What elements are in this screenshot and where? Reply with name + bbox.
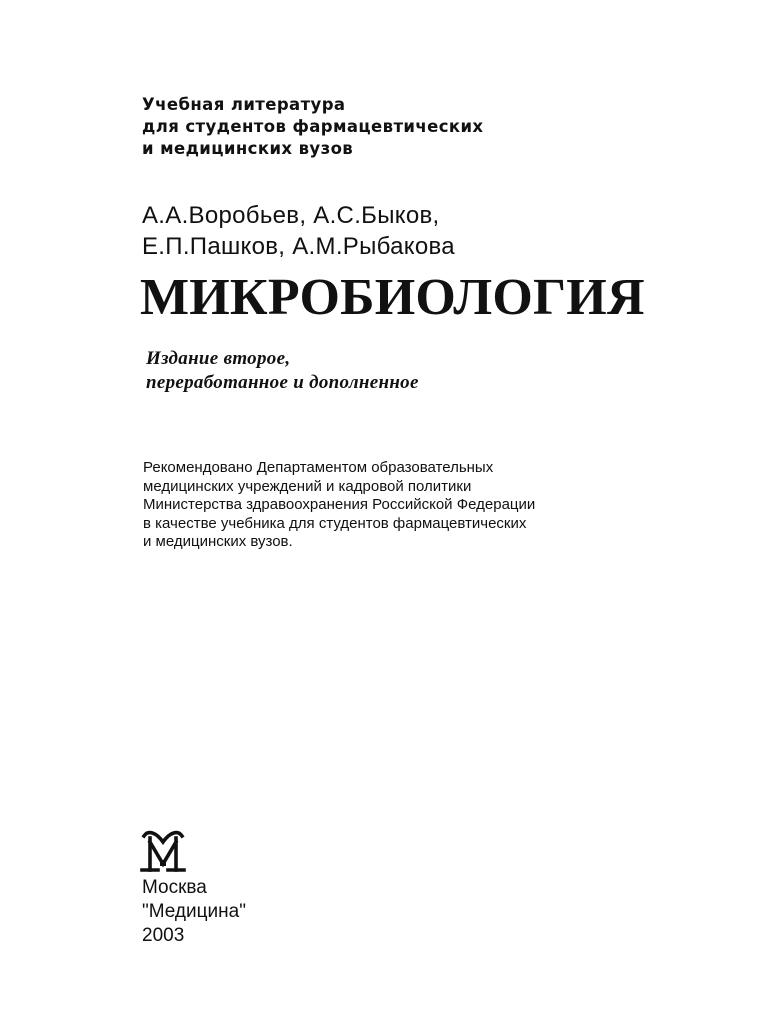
series-line: и медицинских вузов xyxy=(142,139,354,158)
publisher-city: Москва xyxy=(142,877,207,898)
edition-line: Издание второе, xyxy=(146,348,291,369)
publisher-info xyxy=(142,876,246,948)
recommendation-line: и медицинских вузов. xyxy=(143,533,293,550)
series-note xyxy=(142,94,483,160)
series-line: Учебная литература xyxy=(142,95,346,114)
authors-line: Е.П.Пашков, А.М.Рыбакова xyxy=(142,233,455,260)
recommendation-line: медицинских учреждений и кадровой политики xyxy=(143,477,472,495)
publisher-logo-icon xyxy=(138,828,188,876)
recommendation-line: в качестве учебника для студентов фармацевтических xyxy=(143,514,527,532)
recommendation-text xyxy=(143,459,535,552)
recommendation-line: Министерства здравоохранения Российской Федерации xyxy=(143,496,536,513)
series-line: для студентов фармацевтических xyxy=(142,117,484,136)
authors-line: А.А.Воробьев, А.С.Быков, xyxy=(142,202,440,229)
publication-year: 2003 xyxy=(142,925,185,946)
edition-line: переработанное и дополненное xyxy=(146,372,419,393)
recommendation-line: Рекомендовано Департаментом образовательных xyxy=(143,459,494,476)
book-title: МИКРОБИОЛОГИЯ xyxy=(140,269,645,326)
authors xyxy=(142,200,455,262)
edition-note xyxy=(146,347,419,395)
publisher-name: "Медицина" xyxy=(142,901,246,922)
